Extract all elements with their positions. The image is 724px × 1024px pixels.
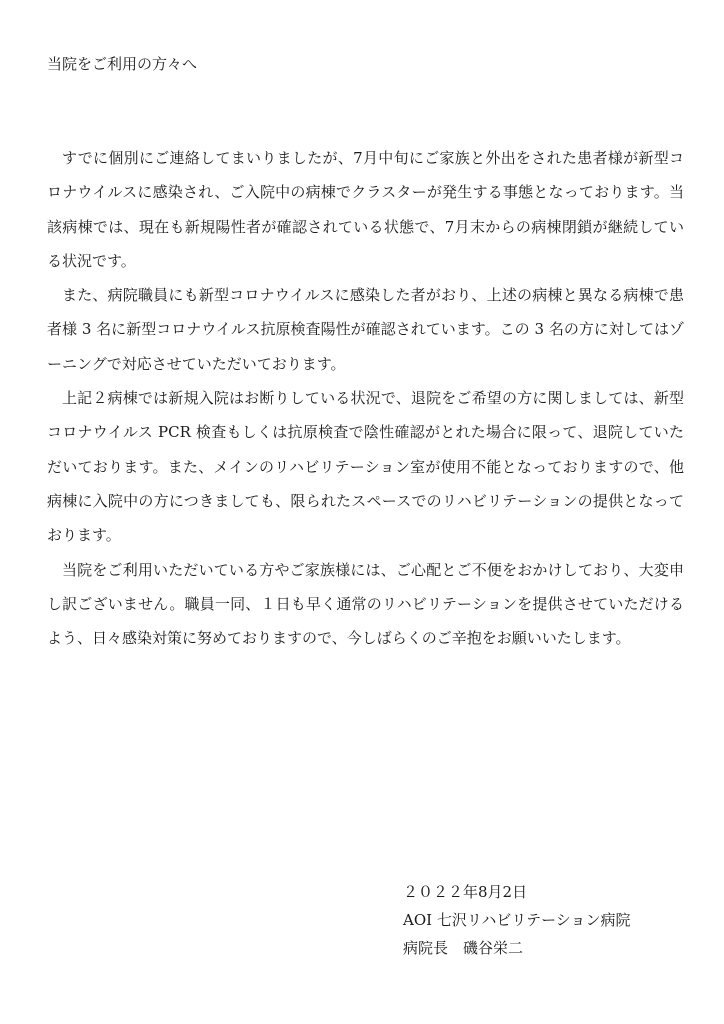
hospital-name: AOI 七沢リハビリテーション病院: [403, 911, 631, 929]
paragraph-staff-infection: また、病院職員にも新型コロナウイルスに感染した者がおり、上述の病棟と異なる病棟で患者様 3 名に新型コロナウイルス抗原検査陽性が確認されています。この 3 名の方に対してはゾーニングで対応させていただいております。: [47, 286, 684, 373]
notice-body: [47, 141, 684, 655]
issue-date: ２０２２年8月2日: [403, 883, 528, 901]
salutation: 当院をご利用の方々へ: [47, 55, 198, 73]
paragraph-outbreak: すでに個別にご連絡してまいりましたが、7月中旬にご家族と外出をされた患者様が新型コロナウイルスに感染され、ご入院中の病棟でクラスターが発生する事態となっております。当該病棟では、現在も新規陽性者が確認されている状態で、7月末からの病棟閉鎖が継続している状況です。: [47, 149, 684, 270]
paragraph-admission-restrictions: 上記２病棟では新規入院はお断りしている状況で、退院をご希望の方に関しましては、新型コロナウイルス PCR 検査もしくは抗原検査で陰性確認がとれた場合に限って、退院していただいております。また、メインのリハビリテーション室が使用不能となっておりますので、他病棟に入院中の方につきましても、限られたスペースでのリハビリテーションの提供となっております。: [47, 389, 684, 545]
signature-block: [403, 878, 630, 962]
paragraph-apology: 当院をご利用いただいている方やご家族様には、ご心配とご不便をおかけしており、大変申し訳ございません。職員一同、１日も早く通常のリハビリテーションを提供させていただけるよう、日々感染対策に努めておりますので、今しばらくのご辛抱をお願いいたします。: [47, 560, 684, 648]
director-name: 病院長 磯谷栄二: [403, 939, 524, 957]
